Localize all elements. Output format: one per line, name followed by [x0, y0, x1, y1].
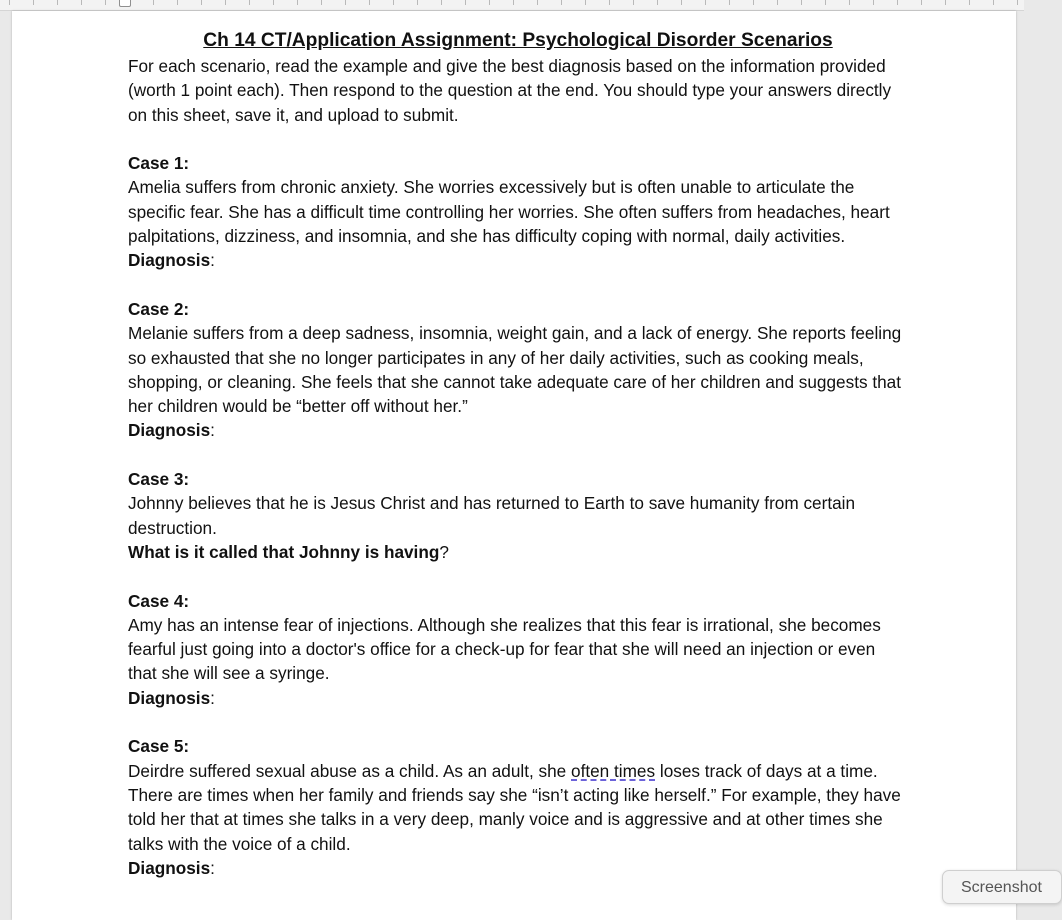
case-block-3 — [128, 467, 908, 564]
case-text: Melanie suffers from a deep sadness, insomnia, weight gain, and a lack of energy. She reports feeling so exhausted that she no longer participates in any of her daily activities, such as cooking meals, shopping, or cleaning. She feels that she cannot take adequate care of her children and suggests that her children would be “better off without her.” — [128, 323, 902, 417]
case-block-5 — [128, 734, 908, 880]
case-text: Amy has an intense fear of injections. Although she realizes that this fear is irrational, she becomes fearful just going into a doctor's office for a check-up for fear that she will need an injection or even that she will see a syringe. — [128, 614, 881, 684]
label-punctuation: : — [210, 420, 215, 441]
case-text-part: loses track of days at a time. There are times when her family and friends say she “isn’t acting like herself.” For example, they have told her that at times she talks in a very deep, manly voice and is aggressive and at other times she talks with the voice of a child. — [128, 760, 901, 854]
diagnosis-label: Diagnosis — [128, 857, 211, 878]
document-page — [12, 11, 1016, 920]
diagnosis-label: Diagnosis — [128, 687, 211, 708]
case-heading: Case 1: — [128, 153, 190, 174]
label-punctuation: : — [210, 250, 215, 271]
case-heading: Case 4: — [128, 590, 190, 611]
page-title: Ch 14 CT/Application Assignment: Psychological Disorder Scenarios — [203, 30, 833, 51]
question-label: What is it called that Johnny is having — [128, 541, 440, 562]
screenshot-tooltip[interactable]: Screenshot — [942, 870, 1062, 904]
case-block-1 — [128, 151, 908, 272]
label-punctuation: : — [210, 857, 215, 878]
case-heading: Case 3: — [128, 469, 190, 490]
case-text: Amelia suffers from chronic anxiety. She worries excessively but is often unable to articulate the specific fear. She has a difficult time controlling her worries. She often suffers from headaches, heart palpitations, dizziness, and insomnia, and she has difficulty coping with normal, daily activities. — [128, 177, 890, 247]
label-punctuation: ? — [439, 541, 449, 562]
answer-line[interactable] — [128, 856, 908, 880]
diagnosis-label: Diagnosis — [128, 420, 211, 441]
answer-line[interactable] — [128, 540, 908, 564]
answer-line[interactable] — [128, 418, 908, 442]
document-ruler — [0, 0, 1024, 11]
case-block-2 — [128, 297, 908, 443]
case-block-4 — [128, 589, 908, 710]
ruler-indent-handle[interactable] — [119, 0, 131, 7]
case-heading: Case 2: — [128, 298, 190, 319]
grammar-flagged-phrase[interactable]: often times — [571, 760, 656, 781]
case-text-part: Deirdre suffered sexual abuse as a child. As an adult, she — [128, 760, 572, 781]
instructions-paragraph: For each scenario, read the example and give the best diagnosis based on the information provided (worth 1 point each). Then respond to the question at the end. You should type your answers directly on this sheet, save it, and upload to submit. — [128, 56, 892, 125]
case-text — [128, 759, 908, 856]
label-punctuation: : — [210, 687, 215, 708]
document-body[interactable] — [128, 29, 908, 880]
case-text: Johnny believes that he is Jesus Christ and has returned to Earth to save humanity from certain destruction. — [128, 493, 856, 538]
answer-line[interactable] — [128, 686, 908, 710]
diagnosis-label: Diagnosis — [128, 250, 211, 271]
answer-line[interactable] — [128, 248, 908, 272]
case-heading: Case 5: — [128, 736, 190, 757]
ruler-tick-marks — [0, 0, 1024, 10]
